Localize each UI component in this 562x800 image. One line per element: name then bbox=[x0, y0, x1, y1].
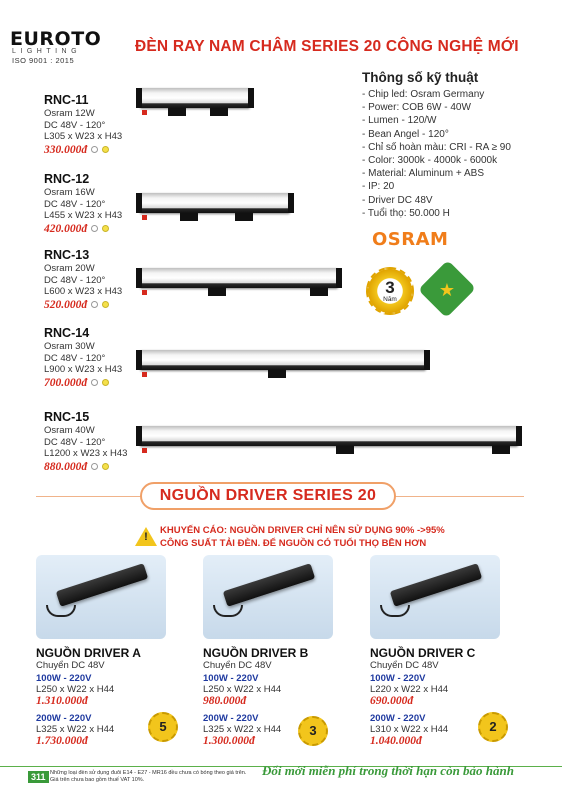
page-number: 311 bbox=[28, 771, 49, 783]
driver-section-header bbox=[140, 482, 396, 510]
driver-size: L325 x W22 x H44 bbox=[36, 724, 115, 735]
spec-panel bbox=[362, 70, 552, 220]
product-chip: Osram 40W bbox=[44, 425, 95, 436]
footnote-line: Giá trên chưa bao gồm thuế VAT 10%. bbox=[50, 777, 145, 783]
product-name: RNC-12 bbox=[44, 172, 90, 186]
product-price-row bbox=[44, 377, 154, 389]
driver-a-image bbox=[36, 555, 166, 639]
product-name: RNC-11 bbox=[44, 93, 89, 107]
white-color-dot bbox=[91, 146, 98, 153]
warning-line: KHUYẾN CÁO: NGUỒN DRIVER CHỈ NÊN SỬ DỤNG 90% ->95% bbox=[160, 525, 445, 536]
driver-price: 1.310.000đ bbox=[36, 695, 88, 707]
driver-c-image bbox=[370, 555, 500, 639]
warning-line: CÔNG SUẤT TẢI ĐÈN. ĐỂ NGUỒN CÓ TUỔI THỌ BỀN HƠN bbox=[160, 538, 427, 549]
driver-size: L250 x W22 x H44 bbox=[203, 684, 282, 695]
product-price: 330.000đ bbox=[44, 143, 88, 156]
product-price-row bbox=[44, 223, 154, 235]
driver-a-warranty-badge: 5 bbox=[148, 712, 178, 742]
product-dc: DC 48V - 120° bbox=[44, 198, 106, 210]
rail-light-rnc-15 bbox=[140, 426, 518, 446]
product-size: L900 x W23 x H43 bbox=[44, 364, 123, 375]
driver-size: L325 x W22 x H44 bbox=[203, 724, 282, 735]
product-name: RNC-15 bbox=[44, 410, 90, 424]
driver-size: L220 x W22 x H44 bbox=[370, 684, 449, 695]
spec-item: - Power: COB 6W - 40W bbox=[362, 102, 471, 114]
spec-heading: Thông số kỹ thuật bbox=[362, 70, 479, 85]
rail-light-rnc-12 bbox=[140, 193, 290, 213]
yellow-color-dot bbox=[102, 146, 109, 153]
driver-name: NGUỒN DRIVER B bbox=[203, 646, 309, 660]
driver-b-warranty-badge: 3 bbox=[298, 716, 328, 746]
product-size: L455 x W23 x H43 bbox=[44, 210, 123, 221]
product-price: 700.000đ bbox=[44, 376, 88, 389]
product-price: 420.000đ bbox=[44, 222, 88, 235]
star-icon: ★ bbox=[438, 280, 456, 300]
warranty-badge bbox=[366, 267, 414, 315]
spec-item: - IP: 20 bbox=[362, 181, 395, 193]
white-color-dot bbox=[91, 463, 98, 470]
driver-type: Chuyển DC 48V bbox=[203, 660, 272, 671]
spec-item: - Chip led: Osram Germany bbox=[362, 89, 485, 100]
warning-text bbox=[160, 524, 490, 550]
white-color-dot bbox=[91, 225, 98, 232]
osram-logo: OSRAM bbox=[372, 229, 449, 250]
driver-power: 100W - 220V bbox=[370, 673, 426, 684]
product-chip: Osram 16W bbox=[44, 187, 95, 198]
spec-item: - Bean Angel - 120° bbox=[362, 128, 449, 140]
footnote-line: Những loại đèn sử dụng đuôi E14 - E27 - MR16 đều chưa có bóng theo giá trên. bbox=[50, 770, 247, 776]
warranty-years: 3 bbox=[385, 277, 395, 297]
spec-item: - Driver DC 48V bbox=[362, 194, 433, 206]
page-title: ĐÈN RAY NAM CHÂM SERIES 20 CÔNG NGHỆ MỚI bbox=[135, 38, 519, 55]
driver-size: L310 x W22 x H44 bbox=[370, 724, 449, 735]
yellow-color-dot bbox=[102, 225, 109, 232]
product-dc: DC 48V - 120° bbox=[44, 119, 106, 131]
driver-b-image bbox=[203, 555, 333, 639]
product-price: 520.000đ bbox=[44, 298, 88, 311]
warning-exclamation-icon: ! bbox=[144, 531, 148, 543]
product-name: RNC-13 bbox=[44, 248, 90, 262]
driver-name: NGUỒN DRIVER C bbox=[370, 646, 476, 660]
spec-item: - Color: 3000k - 4000k - 6000k bbox=[362, 155, 498, 167]
product-price: 880.000đ bbox=[44, 460, 88, 473]
driver-price: 1.040.000đ bbox=[370, 735, 422, 747]
yellow-color-dot bbox=[102, 301, 109, 308]
product-dc: DC 48V - 120° bbox=[44, 352, 106, 364]
brand-logo bbox=[10, 28, 120, 65]
driver-section-title: NGUỒN DRIVER SERIES 20 bbox=[159, 487, 377, 504]
driver-power: 200W - 220V bbox=[203, 713, 259, 724]
product-size: L1200 x W23 x H43 bbox=[44, 448, 128, 459]
driver-size: L250 x W22 x H44 bbox=[36, 684, 115, 695]
driver-power: 100W - 220V bbox=[36, 673, 92, 684]
driver-type: Chuyển DC 48V bbox=[370, 660, 439, 671]
driver-price: 1.730.000đ bbox=[36, 735, 88, 747]
warranty-label: Năm bbox=[383, 295, 397, 303]
product-size: L600 x W23 x H43 bbox=[44, 286, 123, 297]
white-color-dot bbox=[91, 379, 98, 386]
iso-label: ISO 9001 : 2015 bbox=[12, 56, 75, 65]
yellow-color-dot bbox=[102, 463, 109, 470]
product-name: RNC-14 bbox=[44, 326, 90, 340]
rail-light-rnc-14 bbox=[140, 350, 426, 370]
driver-power: 100W - 220V bbox=[203, 673, 259, 684]
product-chip: Osram 30W bbox=[44, 341, 95, 352]
product-chip: Osram 12W bbox=[44, 108, 95, 119]
footnote bbox=[50, 770, 250, 784]
spec-item: - Chỉ số hoàn màu: CRI - RA ≥ 90 bbox=[362, 141, 511, 153]
driver-price: 1.300.000đ bbox=[203, 735, 255, 747]
yellow-color-dot bbox=[102, 379, 109, 386]
driver-power: 200W - 220V bbox=[36, 713, 92, 724]
spec-item: - Material: Aluminum + ABS bbox=[362, 168, 484, 180]
rail-light-rnc-13 bbox=[140, 268, 338, 288]
product-chip: Osram 20W bbox=[44, 263, 95, 274]
spec-item: - Tuổi thọ: 50.000 H bbox=[362, 207, 450, 219]
footer-slogan: Đổi mới miễn phí trong thời hạn còn bảo hành bbox=[262, 763, 514, 778]
brand-sub: LIGHTING bbox=[12, 48, 82, 55]
driver-c-warranty-badge: 2 bbox=[478, 712, 508, 742]
driver-price: 690.000đ bbox=[370, 695, 414, 707]
rail-light-rnc-11 bbox=[140, 88, 250, 108]
product-dc: DC 48V - 120° bbox=[44, 274, 106, 286]
quality-badge bbox=[427, 270, 467, 310]
driver-power: 200W - 220V bbox=[370, 713, 426, 724]
product-dc: DC 48V - 120° bbox=[44, 436, 106, 448]
product-price-row bbox=[44, 299, 154, 311]
driver-name: NGUỒN DRIVER A bbox=[36, 646, 141, 660]
product-price-row bbox=[44, 144, 154, 156]
white-color-dot bbox=[91, 301, 98, 308]
spec-item: - Lumen - 120/W bbox=[362, 115, 437, 127]
brand-name: EUROTO bbox=[10, 28, 102, 50]
driver-price: 980.000đ bbox=[203, 695, 247, 707]
product-price-row bbox=[44, 461, 154, 473]
driver-b bbox=[203, 646, 353, 753]
product-size: L305 x W23 x H43 bbox=[44, 131, 123, 142]
driver-type: Chuyển DC 48V bbox=[36, 660, 105, 671]
